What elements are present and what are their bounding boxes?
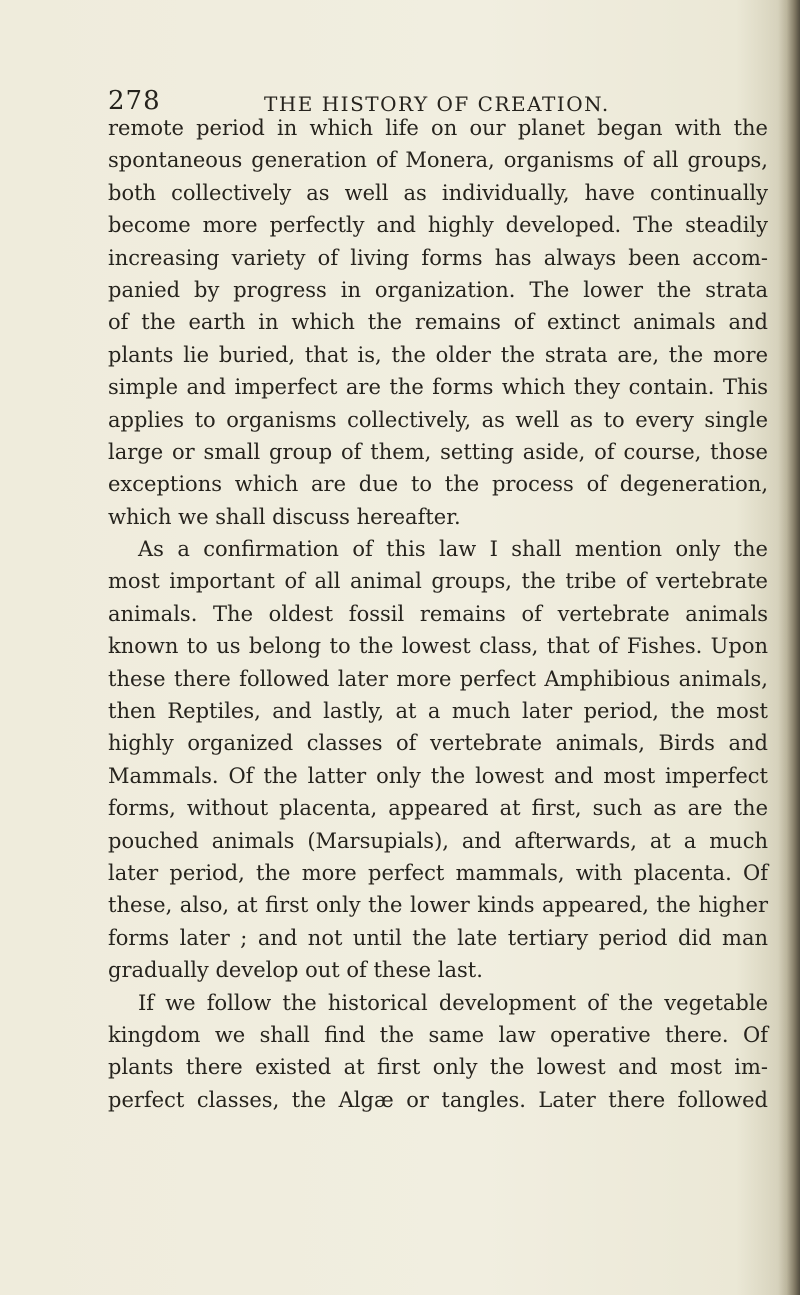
text-line: increasing variety of living forms has always been accom-: [108, 245, 768, 270]
text-line: pouched animals (Marsupials), and afterwards, at a much: [108, 828, 768, 853]
text-line: kingdom we shall find the same law operative there. Of: [108, 1022, 768, 1047]
page-number: 278: [108, 86, 161, 116]
text-line: these, also, at first only the lower kinds appeared, the higher: [108, 893, 768, 918]
text-line: perfect classes, the Algæ or tangles. Later there followed: [108, 1087, 768, 1112]
text-line: most important of all animal groups, the tribe of vertebrate: [108, 569, 768, 594]
text-line: As a confirmation of this law I shall mention only the: [138, 537, 768, 562]
text-line: animals. The oldest fossil remains of vertebrate animals: [108, 601, 768, 626]
text-line: remote period in which life on our planet began with the: [108, 116, 768, 140]
text-line: Mammals. Of the latter only the lowest and most imperfect: [108, 763, 768, 788]
text-line: plants there existed at first only the lowest and most im-: [108, 1055, 768, 1080]
text-line: exceptions which are due to the process of degeneration,: [108, 472, 768, 497]
text-line: which we shall discuss hereafter.: [108, 504, 461, 529]
text-line: If we follow the historical development of the vegetable: [138, 990, 768, 1015]
text-line: spontaneous generation of Monera, organisms of all groups,: [108, 148, 768, 173]
page-edge-shadow: [778, 0, 800, 1295]
text-line: applies to organisms collectively, as well as to every single: [108, 407, 768, 432]
running-title: THE HISTORY OF CREATION.: [264, 92, 610, 116]
text-line: become more perfectly and highly developed. The steadily: [108, 213, 768, 238]
text-line: of the earth in which the remains of extinct animals and: [108, 310, 768, 335]
text-line: known to us belong to the lowest class, that of Fishes. Upon: [108, 634, 768, 659]
text-line: later period, the more perfect mammals, with placenta. Of: [108, 860, 768, 885]
text-line: these there followed later more perfect Amphibious animals,: [108, 666, 768, 691]
text-line: gradually develop out of these last.: [108, 958, 483, 983]
text-line: both collectively as well as individually, have continually: [108, 180, 768, 205]
text-line: panied by progress in organization. The lower the strata: [108, 277, 768, 302]
text-line: forms later ; and not until the late tertiary period did man: [108, 925, 768, 950]
text-line: simple and imperfect are the forms which they contain. This: [108, 375, 768, 400]
text-line: then Reptiles, and lastly, at a much later period, the most: [108, 699, 768, 724]
text-line: plants lie buried, that is, the older the strata are, the more: [108, 342, 768, 367]
text-line: highly organized classes of vertebrate animals, Birds and: [108, 731, 768, 756]
text-line: large or small group of them, setting aside, of course, those: [108, 439, 768, 464]
body-text: [108, 112, 768, 1116]
text-line: forms, without placenta, appeared at first, such as are the: [108, 796, 768, 821]
